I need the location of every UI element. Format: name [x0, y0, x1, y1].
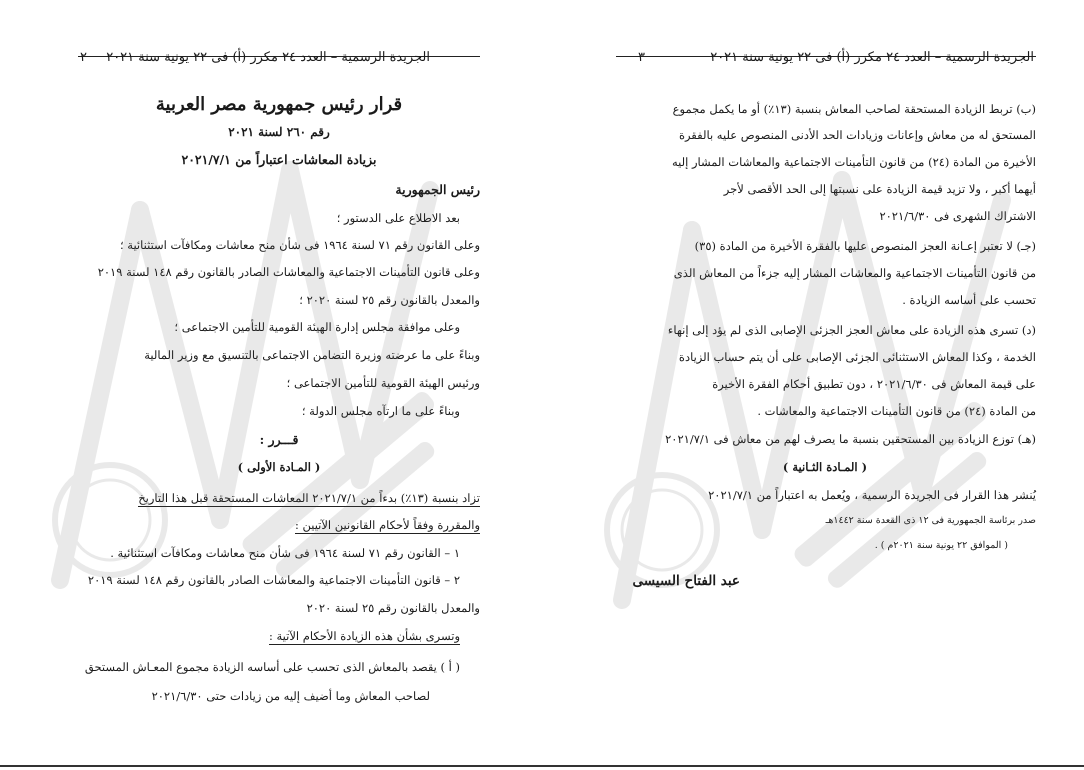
article1-line: والمعدل بالقانون رقم ٢٥ لسنة ٢٠٢٠	[306, 601, 480, 615]
clause-line: (هـ) توزع الزيادة بين المستحقين بنسبة ما يصرف لهم من معاش فى ٢٠٢١/٧/١	[665, 432, 1036, 446]
clause-line: الاشتراك الشهرى فى ٢٠٢١/٦/٣٠	[879, 209, 1036, 223]
article1-line: تزاد بنسبة (١٣٪) بدءاً من ٢٠٢١/٧/١ المعاشات المستحقة قبل هذا التاريخ	[138, 491, 480, 505]
header-text: الجريدة الرسمية – العدد ٢٤ مكرر (أ) فى ٢٢ يونية سنة ٢٠٢١	[106, 50, 430, 65]
decided-heading: قـــرر :	[259, 432, 299, 447]
clause-line: تحسب على أساسه الزيادة .	[902, 293, 1036, 307]
page-header-right	[616, 50, 1036, 65]
article1-line: ٢ – قانون التأمينات الاجتماعية والمعاشات الصادر بالقانون رقم ١٤٨ لسنة ٢٠١٩	[87, 573, 460, 587]
issued-line: صدر برئاسة الجمهورية فى ١٢ ذى القعدة سنة ١٤٤٢هـ	[825, 515, 1036, 526]
preamble-line: بعد الاطلاع على الدستور ؛	[336, 211, 460, 225]
authority-heading: رئيس الجمهورية	[395, 182, 480, 197]
clause-line: (ب) تربط الزيادة المستحقة لصاحب المعاش بنسبة (١٣٪) أو ما يكمل مجموع	[672, 102, 1036, 116]
clause-line: (د) تسرى هذه الزيادة على معاش العجز الجزئى الإصابى الذى لم يؤد إلى إنهاء	[667, 323, 1036, 337]
decree-number: رقم ٢٦٠ لسنة ٢٠٢١	[228, 125, 330, 139]
bottom-rule	[0, 765, 1084, 767]
article2-text: يُنشر هذا القرار فى الجريدة الرسمية ، ويُعمل به اعتباراً من ٢٠٢١/٧/١	[708, 488, 1036, 502]
header-text: الجريدة الرسمية – العدد ٢٤ مكرر (أ) فى ٢٢ يونية سنة ٢٠٢١	[710, 50, 1034, 65]
preamble-line: وعلى القانون رقم ٧١ لسنة ١٩٦٤ فى شأن منح معاشات ومكافآت استثنائية ؛	[119, 238, 480, 252]
article1-line: وتسرى بشأن هذه الزيادة الأحكام الآتية :	[268, 629, 460, 643]
clause-line: أيهما أكبر ، ولا تزيد قيمة الزيادة على نسبتها إلى الحد الأقصى لأجر	[723, 182, 1036, 196]
preamble-line: ورئيس الهيئة القومية للتأمين الاجتماعى ؛	[286, 376, 480, 390]
right-page	[542, 0, 1084, 770]
article2-title: ( المـادة الثـانية )	[782, 460, 868, 474]
decree-title: قرار رئيس جمهورية مصر العربية	[155, 94, 403, 115]
article1-line: والمقررة وفقاً لأحكام القانونين الآتيين :	[294, 518, 480, 532]
page-number: ٢	[80, 50, 87, 65]
clause-line: المستحق له من معاش وإعانات وزيادات الحد الأدنى المنصوص عليه بالفقرة	[678, 128, 1036, 142]
article1-line: ١ – القانون رقم ٧١ لسنة ١٩٦٤ فى شأن منح معاشات ومكافآت استثنائية .	[110, 546, 460, 560]
preamble-line: وعلى موافقة مجلس إدارة الهيئة القومية للتأمين الاجتماعى ؛	[174, 320, 460, 334]
signature: عبد الفتاح السيسى	[632, 573, 740, 589]
preamble-line: وبناءً على ما عرضته وزيرة التضامن الاجتماعى بالتنسيق مع وزير المالية	[144, 348, 480, 362]
clause-line: الأخيرة من المادة (٢٤) من قانون التأمينات الاجتماعية والمعاشات المشار إليه	[671, 155, 1036, 169]
decree-subject: بزيادة المعاشات اعتباراً من ٢٠٢١/٧/١	[181, 152, 377, 167]
article1-line: ( أ ) يقصد بالمعاش الذى تحسب على أساسه الزيادة مجموع المعـاش المستحق	[84, 660, 460, 674]
clause-line: (جـ) لا تعتبر إعـانة العجز المنصوص عليها بالفقرة الأخيرة من المادة (٣٥)	[694, 239, 1036, 253]
page-number: ٣	[638, 50, 645, 65]
article1-title: ( المـادة الأولى )	[237, 460, 321, 474]
clause-line: الخدمة ، وكذا المعاش الاستثنائى الجزئى الإصابى على أن يتم حساب الزيادة	[678, 350, 1036, 364]
clause-line: من المادة (٢٤) من قانون التأمينات الاجتماعية والمعاشات .	[757, 404, 1036, 418]
page-header-left	[78, 50, 480, 65]
clause-line: من قانون التأمينات الاجتماعية والمعاشات المشار إليه جزءاً من المعاش الذى	[673, 266, 1036, 280]
article1-line: لصاحب المعاش وما أضيف إليه من زيادات حتى ٢٠٢١/٦/٣٠	[151, 689, 430, 703]
clause-line: على قيمة المعاش فى ٢٠٢١/٦/٣٠ ، دون تطبيق أحكام الفقرة الأخيرة	[712, 377, 1036, 391]
preamble-line: والمعدل بالقانون رقم ٢٥ لسنة ٢٠٢٠ ؛	[299, 293, 480, 307]
preamble-line: وعلى قانون التأمينات الاجتماعية والمعاشات الصادر بالقانون رقم ١٤٨ لسنة ٢٠١٩	[97, 265, 480, 279]
issued-date: ( الموافق ٢٢ يونية سنة ٢٠٢١م ) .	[874, 540, 1008, 551]
preamble-line: وبناءً على ما ارتآه مجلس الدولة ؛	[301, 404, 460, 418]
